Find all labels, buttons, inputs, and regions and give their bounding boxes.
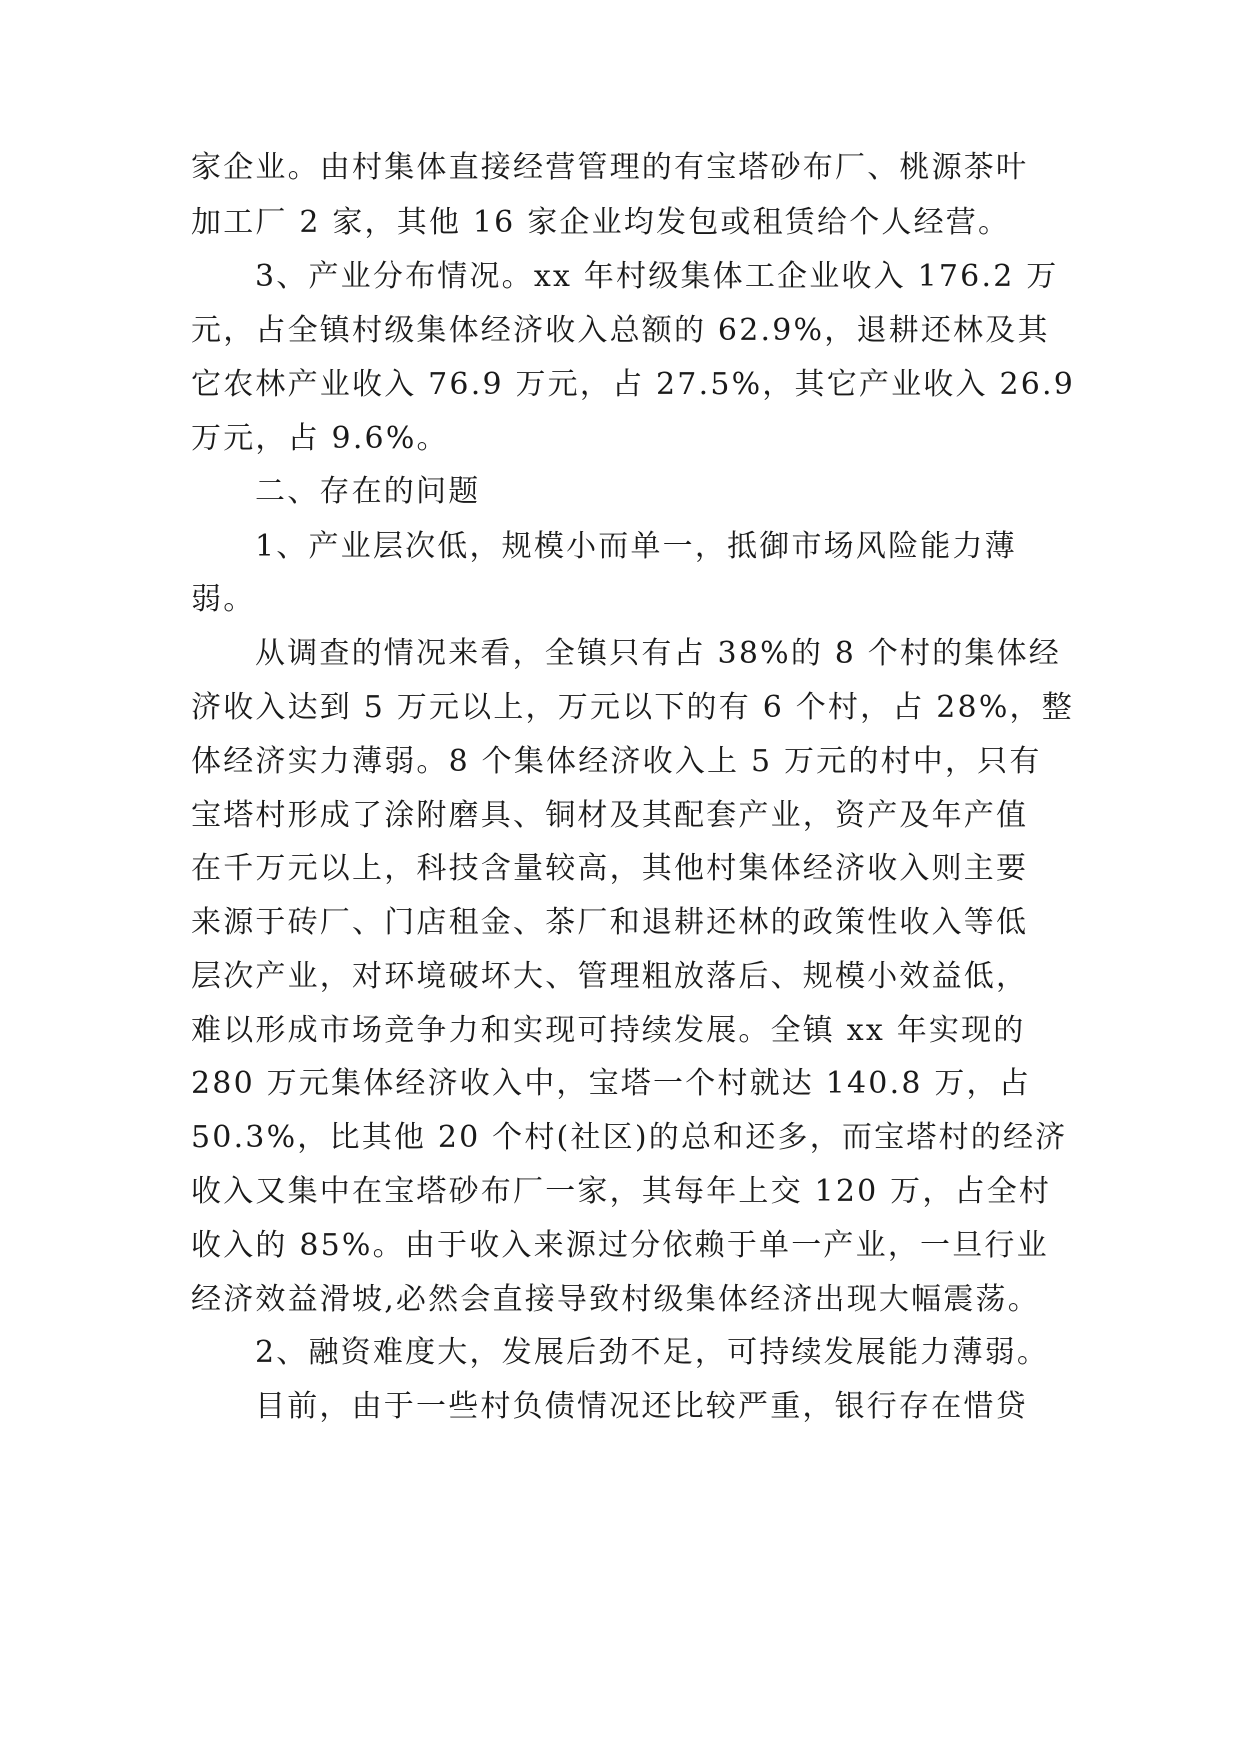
body-text-line: 280 万元集体经济收入中，宝塔一个村就达 140.8 万，占 <box>191 1066 1031 1101</box>
paragraph-first-line: 从调查的情况来看，全镇只有占 38%的 8 个村的集体经 <box>255 636 1061 671</box>
section-heading: 二、存在的问题 <box>255 474 481 509</box>
body-text-line: 家企业。由村集体直接经营管理的有宝塔砂布厂、桃源茶叶 <box>191 150 1029 185</box>
body-text-line: 收入又集中在宝塔砂布厂一家，其每年上交 120 万，占全村 <box>191 1174 1052 1209</box>
body-text-line: 弱。 <box>191 582 256 617</box>
body-text-line: 体经济实力薄弱。8 个集体经济收入上 5 万元的村中，只有 <box>191 744 1042 779</box>
body-text-line: 来源于砖厂、门店租金、茶厂和退耕还林的政策性收入等低 <box>191 905 1029 940</box>
body-text-line: 在千万元以上，科技含量较高，其他村集体经济收入则主要 <box>191 851 1029 886</box>
paragraph-first-line: 目前，由于一些村负债情况还比较严重，银行存在惜贷 <box>255 1389 1028 1424</box>
body-text-line: 50.3%，比其他 20 个村(社区)的总和还多，而宝塔村的经济 <box>191 1120 1068 1155</box>
body-text-line: 加工厂 2 家，其他 16 家企业均发包或租赁给个人经营。 <box>191 205 1011 240</box>
subsection-heading: 1、产业层次低，规模小而单一，抵御市场风险能力薄 <box>255 529 1017 564</box>
body-text-line: 收入的 85%。由于收入来源过分依赖于单一产业，一旦行业 <box>191 1228 1049 1263</box>
body-text-line: 层次产业，对环境破坏大、管理粗放落后、规模小效益低， <box>191 959 1029 994</box>
body-text-line: 它农林产业收入 76.9 万元，占 27.5%，其它产业收入 26.9 <box>191 367 1076 402</box>
body-text-line: 经济效益滑坡,必然会直接导致村级集体经济出现大幅震荡。 <box>191 1282 1040 1317</box>
body-text-line: 济收入达到 5 万元以上，万元以下的有 6 个村，占 28%，整 <box>191 690 1074 725</box>
body-text-line: 难以形成市场竞争力和实现可持续发展。全镇 xx 年实现的 <box>191 1013 1026 1048</box>
subsection-heading: 2、融资难度大，发展后劲不足，可持续发展能力薄弱。 <box>255 1335 1050 1370</box>
body-text-line: 元，占全镇村级集体经济收入总额的 62.9%，退耕还林及其 <box>191 313 1050 348</box>
paragraph-first-line: 3、产业分布情况。xx 年村级集体工企业收入 176.2 万 <box>255 259 1059 294</box>
body-text-line: 宝塔村形成了涂附磨具、铜材及其配套产业，资产及年产值 <box>191 798 1029 833</box>
body-text-line: 万元，占 9.6%。 <box>191 421 449 456</box>
